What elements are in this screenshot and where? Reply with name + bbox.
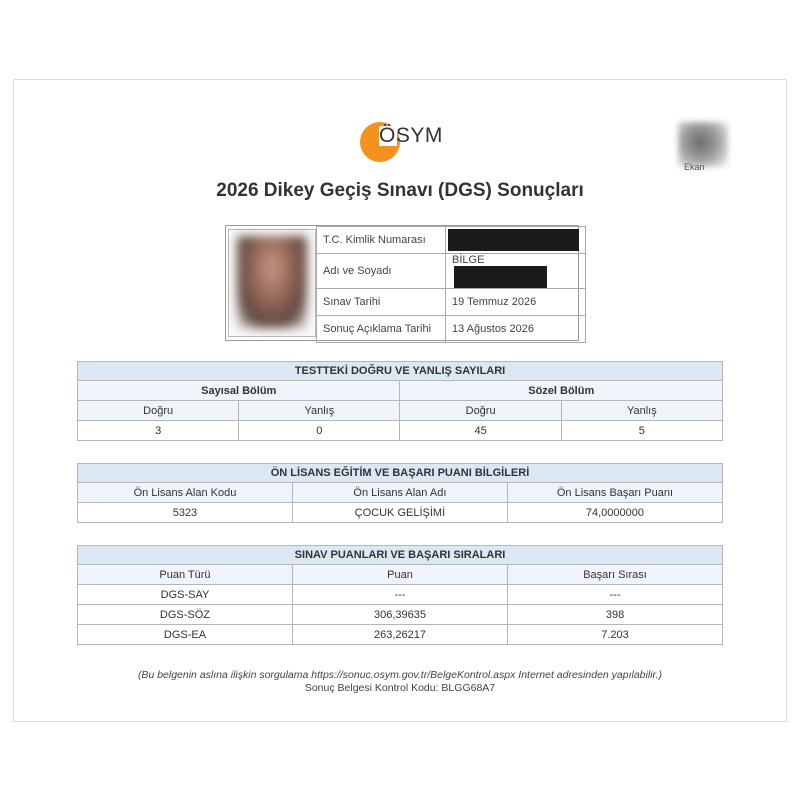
associate-table xyxy=(77,463,723,523)
identity-label: T.C. Kimlik Numarası xyxy=(317,227,446,254)
table-cell: 398 xyxy=(508,605,723,625)
table-cell: 0 xyxy=(239,421,400,441)
table-cell: 74,0000000 xyxy=(507,503,722,523)
column-header: Yanlış xyxy=(239,401,400,421)
table-row xyxy=(78,585,723,605)
table-row xyxy=(78,421,723,441)
column-header: Başarı Sırası xyxy=(508,565,723,585)
table-cell: 5 xyxy=(561,421,722,441)
identity-row xyxy=(317,254,586,289)
table-row xyxy=(78,605,723,625)
photo-blurred-face xyxy=(237,236,307,328)
column-header: Ön Lisans Başarı Puanı xyxy=(507,483,722,503)
column-header: Ön Lisans Alan Adı xyxy=(292,483,507,503)
identity-row xyxy=(317,289,586,316)
page-title: 2026 Dikey Geçiş Sınavı (DGS) Sonuçları xyxy=(216,180,584,201)
logo-text: ÖSYM xyxy=(379,124,443,147)
scores-table xyxy=(77,545,723,645)
identity-label: Sonuç Açıklama Tarihi xyxy=(317,316,446,343)
exam-date-value: 19 Temmuz 2026 xyxy=(446,289,586,316)
column-header-row xyxy=(78,483,723,503)
test-counts-heading: TESTTEKİ DOĞRU VE YANLIŞ SAYILARI xyxy=(78,362,723,381)
scores-heading: SINAV PUANLARI VE BAŞARI SIRALARI xyxy=(78,546,723,565)
redaction-bar xyxy=(448,229,579,251)
section-row xyxy=(78,381,723,401)
name-text: BİLGE xyxy=(452,254,485,266)
identity-row xyxy=(317,316,586,343)
osym-logo xyxy=(360,122,450,164)
table-row xyxy=(78,503,723,523)
qr-code-image xyxy=(678,122,728,167)
table-cell: --- xyxy=(292,585,507,605)
table-row xyxy=(78,625,723,645)
qr-label: Ekan xyxy=(684,162,705,172)
table-heading-row xyxy=(78,546,723,565)
column-header: Puan Türü xyxy=(78,565,293,585)
column-header: Doğru xyxy=(400,401,561,421)
table-heading-row xyxy=(78,362,723,381)
table-cell: 3 xyxy=(78,421,239,441)
table-cell: 45 xyxy=(400,421,561,441)
candidate-photo xyxy=(228,229,316,337)
table-heading-row xyxy=(78,464,723,483)
identity-table xyxy=(316,226,586,343)
section-sozel: Sözel Bölüm xyxy=(400,381,723,401)
redaction-bar xyxy=(454,266,547,288)
announce-date-value: 13 Ağustos 2026 xyxy=(446,316,586,343)
column-header: Puan xyxy=(292,565,507,585)
column-header: Ön Lisans Alan Kodu xyxy=(78,483,293,503)
table-cell: 7.203 xyxy=(508,625,723,645)
identity-row xyxy=(317,227,586,254)
associate-heading: ÖN LİSANS EĞİTİM VE BAŞARI PUANI BİLGİLERİ xyxy=(78,464,723,483)
column-header-row xyxy=(78,565,723,585)
identity-label: Adı ve Soyadı xyxy=(317,254,446,289)
verification-note: (Bu belgenin aslına ilişkin sorgulama https://sonuc.osym.gov.tr/BelgeKontrol.aspx Internet adresinden yapılabilir.) xyxy=(137,669,663,681)
table-cell: DGS-SÖZ xyxy=(78,605,293,625)
test-counts-table xyxy=(77,361,723,441)
section-sayisal: Sayısal Bölüm xyxy=(78,381,400,401)
column-header: Yanlış xyxy=(561,401,722,421)
table-cell: ÇOCUK GELİŞİMİ xyxy=(292,503,507,523)
identity-label: Sınav Tarihi xyxy=(317,289,446,316)
control-code: Sonuç Belgesi Kontrol Kodu: BLGG68A7 xyxy=(304,682,496,694)
name-value xyxy=(446,254,586,289)
table-cell: DGS-EA xyxy=(78,625,293,645)
column-header: Doğru xyxy=(78,401,239,421)
tc-number-value xyxy=(446,227,586,254)
table-cell: 5323 xyxy=(78,503,293,523)
table-cell: --- xyxy=(508,585,723,605)
table-cell: 263,26217 xyxy=(292,625,507,645)
column-header-row xyxy=(78,401,723,421)
table-cell: DGS-SAY xyxy=(78,585,293,605)
table-cell: 306,39635 xyxy=(292,605,507,625)
